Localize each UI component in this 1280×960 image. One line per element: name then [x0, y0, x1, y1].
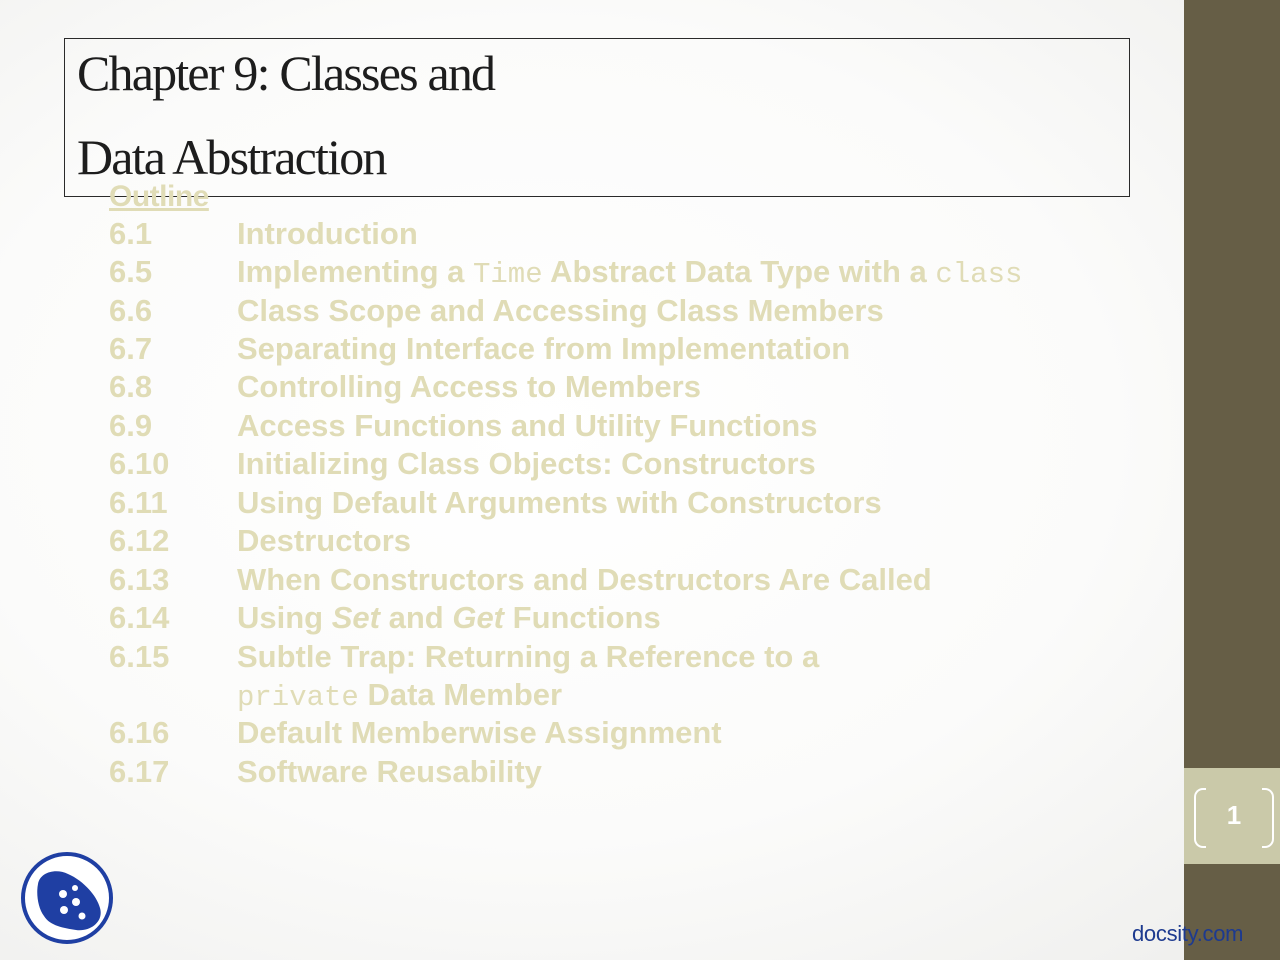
text-segment: Using: [237, 600, 332, 635]
code-segment: private: [237, 681, 359, 714]
outline-item-text: Separating Interface from Implementation: [237, 331, 851, 366]
outline-item-text: [237, 254, 1022, 293]
right-bracket: [1262, 788, 1274, 848]
text-segment: Functions: [504, 600, 661, 635]
outline-item-number: 6.12: [109, 523, 170, 558]
outline-item-number: 6.7: [109, 331, 153, 366]
text-segment: Abstract Data Type with a: [542, 254, 936, 289]
outline-item-text: Controlling Access to Members: [237, 369, 701, 404]
docsity-logo-icon: [20, 850, 114, 946]
outline-item-text: Initializing Class Objects: Constructors: [237, 446, 816, 481]
docsity-watermark[interactable]: docsity.com: [1132, 921, 1244, 946]
outline-item-text: Class Scope and Accessing Class Members: [237, 293, 884, 328]
outline-item-text: Introduction: [237, 216, 418, 251]
outline-item-number: 6.10: [109, 446, 170, 481]
text-segment: Data Member: [358, 677, 563, 712]
outline-item-number: 6.8: [109, 369, 153, 404]
slide-title: [77, 44, 494, 186]
outline-item-text: Default Memberwise Assignment: [237, 715, 722, 750]
outline-item-number: 6.14: [109, 600, 170, 635]
title-line-1: Chapter 9: Classes and: [77, 45, 495, 101]
page-number-box: [1184, 768, 1280, 864]
code-segment: class: [935, 258, 1023, 291]
outline-item-number: 6.5: [109, 254, 153, 289]
text-segment: and: [379, 600, 453, 635]
page-number: 1: [1226, 800, 1242, 830]
outline-heading: Outline: [109, 180, 209, 213]
outline-item-number: 6.13: [109, 562, 170, 597]
italic-segment: Set: [331, 600, 380, 635]
outline-item-number: 6.9: [109, 408, 153, 443]
outline-item-text: Destructors: [237, 523, 411, 558]
outline-item-text: Software Reusability: [237, 754, 542, 789]
code-segment: Time: [472, 258, 543, 291]
outline-item-number: 6.16: [109, 715, 170, 750]
outline-item-number: 6.17: [109, 754, 170, 789]
text-segment: Implementing a: [237, 254, 473, 289]
outline-item-text: [237, 600, 661, 636]
left-bracket: [1194, 788, 1206, 848]
outline-item-text: Access Functions and Utility Functions: [237, 408, 818, 443]
outline-item-number: 6.15: [109, 639, 170, 674]
italic-segment: Get: [452, 600, 505, 635]
outline-item-text: Using Default Arguments with Constructors: [237, 485, 882, 520]
outline-item-text-line2: [237, 677, 562, 716]
outline-item-number: 6.6: [109, 293, 153, 328]
outline-item-text: When Constructors and Destructors Are Called: [237, 562, 932, 597]
outline-item-number: 6.1: [109, 216, 153, 251]
outline-item-text: Subtle Trap: Returning a Reference to a: [237, 639, 820, 674]
outline-item-number: 6.11: [109, 485, 168, 520]
title-line-2: Data Abstraction: [77, 129, 386, 185]
